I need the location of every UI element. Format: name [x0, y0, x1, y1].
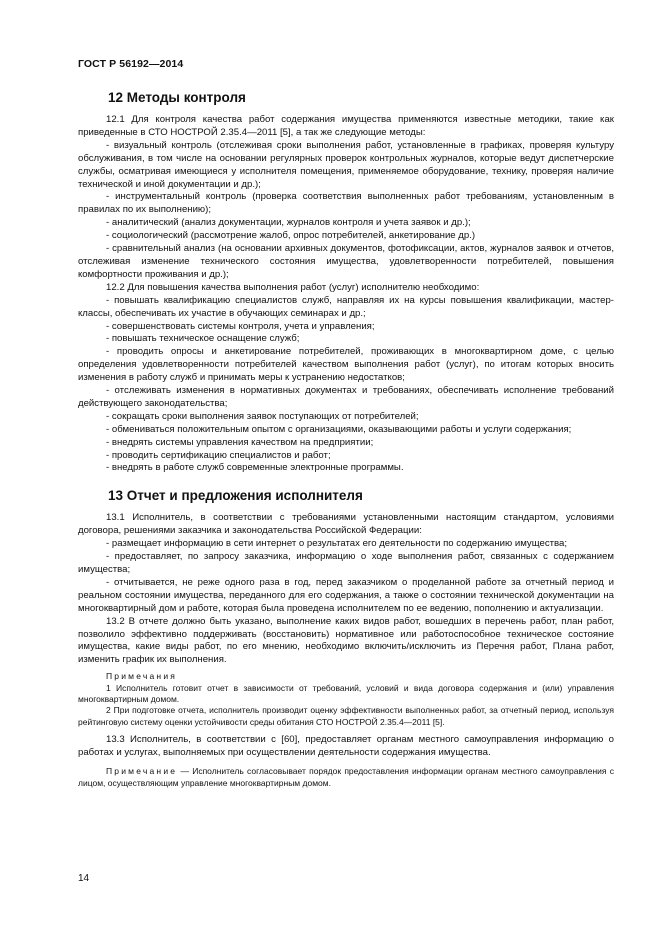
- list-item: - размещает информацию в сети интернет о результатах его деятельности по содержанию имущества;: [106, 538, 568, 550]
- list-item: - повышать квалификацию специалистов служб, направляя их на курсы повышения квалификации, мастер-классы, обеспечивать их участие в обучающих семинарах и др.;: [78, 294, 614, 319]
- list-item: - отслеживать изменения в нормативных документах и требованиях, обеспечивать исполнение требований действующего законодательства;: [78, 385, 614, 409]
- section-13-title: 13 Отчет и предложения исполнителя: [108, 488, 363, 504]
- list-item: - внедрять в работе служб современные электронные программы.: [106, 462, 404, 474]
- list-item: - визуальный контроль (отслеживая сроки выполнения работ, установленные в графиках, проверяя культуру обслуживания, в том числе на основании регулярных проверок контрольных журналов, которые ведут диспетчерские службы, осматривая имеющиеся у исполнителя помещения, применяемое оборудование, технику, проверяя наличие технической и иной документации и др.);: [78, 139, 614, 190]
- note-item: 1 Исполнитель готовит отчет в зависимости от требований, условий и вида договора содержания и (или) управления многоквартирным домом.: [78, 682, 614, 705]
- list-item: - отчитывается, не реже одного раза в год, перед заказчиком о проделанной работе за отчетный период и реальном состоянии имущества, переданного для его содержания, а также о состоянии технической документации на многоквартирный дом и работе, которая была проведена исполнителем по ее ведению, пополнению и актуализации.: [78, 576, 614, 614]
- section-12-body: [78, 114, 614, 475]
- final-note: [78, 766, 614, 789]
- paragraph: 13.1 Исполнитель, в соответствии с требованиями установленными настоящим стандартом, условиями договора, решениями заказчика и законодательства Российской Федерации:: [78, 512, 614, 537]
- list-item: - совершенствовать системы контроля, учета и управления;: [106, 320, 375, 332]
- list-item: - инструментальный контроль (проверка соответствия выполненных работ требованиям, установленным в правилах по их выполнению);: [78, 191, 614, 216]
- notes-heading: Примечания: [106, 671, 178, 682]
- final-note-paragraph: [78, 766, 614, 789]
- list-item: - сокращать сроки выполнения заявок поступающих от потребителей;: [106, 410, 419, 422]
- list-item: - обмениваться положительным опытом с организациями, оказывающими работы и услуги содержания;: [106, 423, 572, 435]
- section-13-body: [78, 512, 614, 667]
- list-item: - сравнительный анализ (на основании архивных документов, фотофиксации, актов, журналов заявок и отчетов, отслеживая изменение технического состояния имущества, удовлетворенности потребителей, повышения комфортности проживания и др.);: [78, 243, 614, 280]
- list-item: - внедрять системы управления качеством на предприятии;: [106, 436, 374, 448]
- section-13-3: [78, 734, 614, 760]
- note-item: 2 При подготовке отчета, исполнитель производит оценку эффективности выполненных работ, за отчетный период, используя рейтинговую систему оценки устойчивости среды обитания СТО НОСТРОЙ 2.35.4—2011 [5].: [78, 705, 614, 727]
- final-note-label: Примечание: [106, 766, 178, 777]
- paragraph: 12.2 Для повышения качества выполнения работ (услуг) исполнителю необходимо:: [106, 281, 480, 293]
- list-item: - проводить опросы и анкетирование потребителей, проживающих в многоквартирном доме, с целью определения удовлетворенности потребителей качеством выполнения работ (услуг), по итогам которых вносить изменения в работу служб и принимать меры к устранению недостатков;: [78, 346, 614, 384]
- page-number: 14: [78, 873, 90, 884]
- paragraph: 12.1 Для контроля качества работ содержания имущества применяются известные методики, такие как приведенные в СТО НОСТРОЙ 2.35.4—2011 [5], а так же следующие методы:: [78, 114, 614, 138]
- paragraph: 13.3 Исполнитель, в соответствии с [60], предоставляет органам местного самоуправления информацию о работах и услугах, выполняемых при осуществлении деятельности содержания имущества.: [78, 734, 614, 759]
- document-header: ГОСТ Р 56192—2014: [78, 58, 184, 70]
- page-content: [78, 90, 614, 789]
- section-12-title: 12 Методы контроля: [108, 90, 246, 105]
- notes-block: [78, 671, 614, 728]
- list-item: - предоставляет, по запросу заказчика, информацию о ходе выполнения работ, связанных с содержанием имущества;: [78, 551, 614, 575]
- list-item: - повышать техническое оснащение служб;: [106, 333, 300, 345]
- list-item: - социологический (рассмотрение жалоб, опрос потребителей, анкетирование др.): [106, 230, 476, 242]
- paragraph: 13.2 В отчете должно быть указано, выполнение каких видов работ, вошедших в перечень работ, план работ, позволило эффективно поддерживать (восстановить) нормативное или работоспособное техническое состояние имущества, какие виды работ, по его мнению, необходимо включить/исключить из Перечня работ, Плана работ, изменить график их выполнения.: [78, 615, 614, 666]
- list-item: - проводить сертификацию специалистов и работ;: [106, 449, 331, 461]
- section-13: [78, 488, 614, 789]
- list-item: - аналитический (анализ документации, журналов контроля и учета заявок и др.);: [106, 217, 471, 229]
- final-note-text: — Исполнитель согласовывает порядок предоставления информации органам местного самоуправления с лицом, осуществляющим управление многоквартирным домом.: [78, 766, 614, 788]
